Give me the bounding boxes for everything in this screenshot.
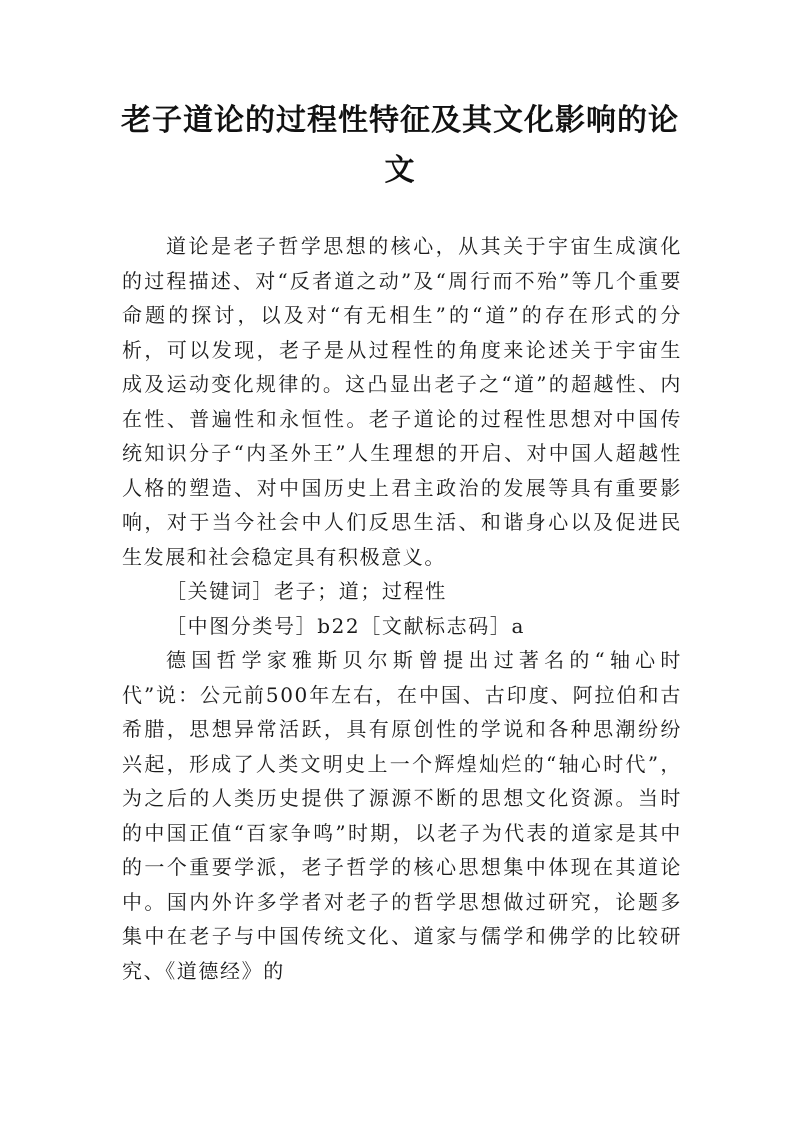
keywords-line: ［关键词］老子；道；过程性	[166, 579, 447, 603]
body-paragraph: 德国哲学家雅斯贝尔斯曾提出过著名的“轴心时代”说：公元前500年左右，在中国、古印度、阿拉伯和古希腊，思想异常活跃，具有原创性的学说和各种思潮纷纷兴起，形成了人类文明史上一个辉煌灿烂的“轴心时代”，为之后的人类历史提供了源源不断的思想文化资源。当时的中国正值“百家争鸣”时期，以老子为代表的道家是其中的一个重要学派，老子哲学的核心思想集中体现在其道论中。国内外许多学者对老子的哲学思想做过研究，论题多集中在老子与中国传统文化、道家与儒学和佛学的比较研究、《道德经》的	[122, 648, 682, 983]
document-body	[122, 229, 682, 988]
abstract-paragraph: 道论是老子哲学思想的核心，从其关于宇宙生成演化的过程描述、对“反者道之动”及“周行而不殆”等几个重要命题的探讨，以及对“有无相生”的“道”的存在形式的分析，可以发现，老子是从过程性的角度来论述关于宇宙生成及运动变化规律的。这凸显出老子之“道”的超越性、内在性、普遍性和永恒性。老子道论的过程性思想对中国传统知识分子“内圣外王”人生理想的开启、对中国人超越性人格的塑造、对中国历史上君主政治的发展等具有重要影响，对于当今社会中人们反思生活、和谐身心以及促进民生发展和社会稳定具有积极意义。	[122, 234, 682, 569]
classification-line: ［中图分类号］b22［文献标志码］a	[166, 613, 525, 638]
document-title: 老子道论的过程性特征及其文化影响的论文	[121, 103, 679, 188]
